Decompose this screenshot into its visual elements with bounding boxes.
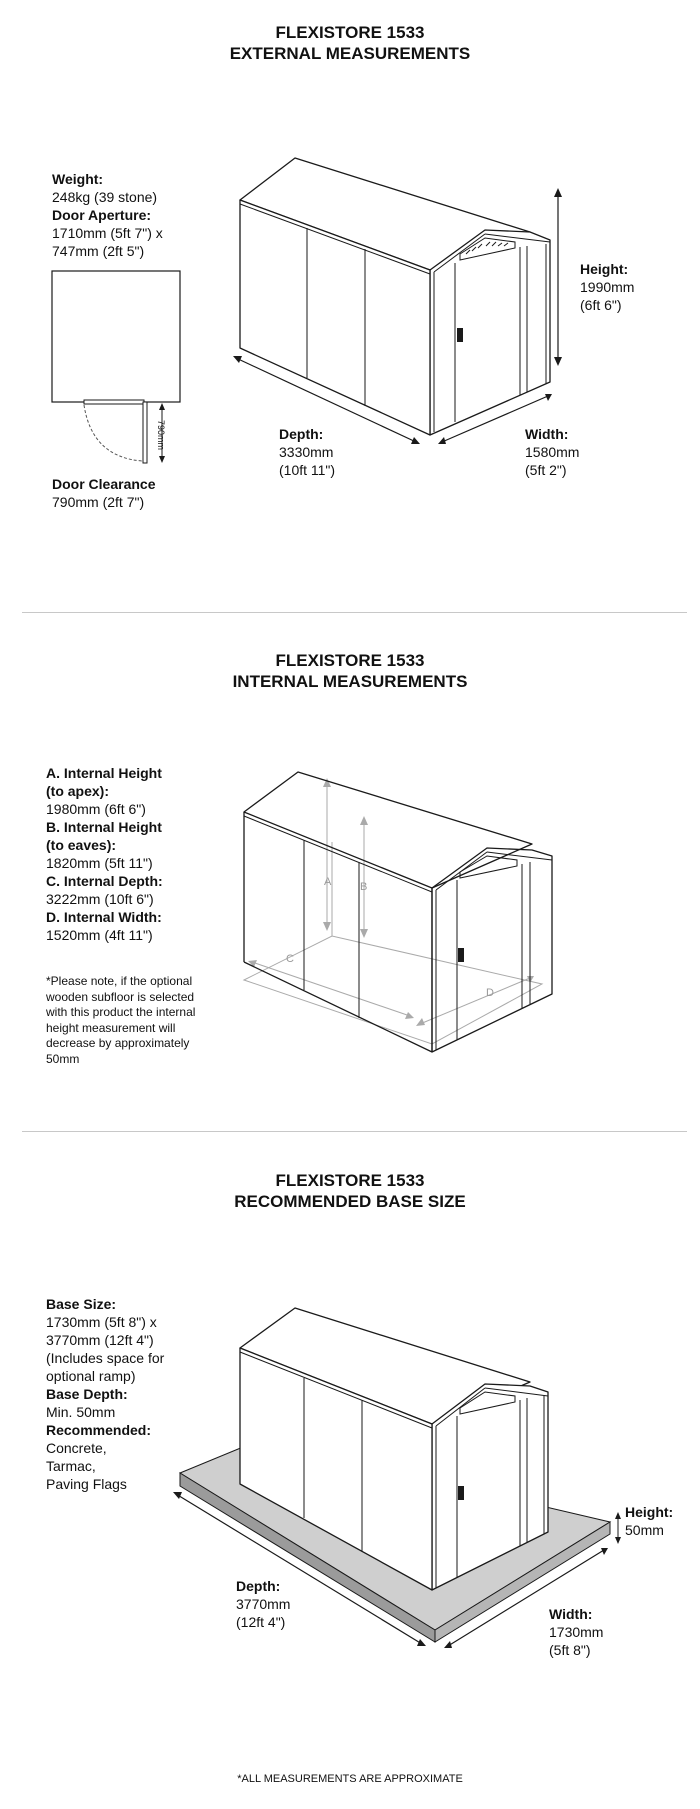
door-clearance-value: 790mm (2ft 7") (52, 494, 145, 510)
marker-a: A (324, 876, 332, 888)
external-title-line2: EXTERNAL MEASUREMENTS (229, 44, 471, 63)
internal-specs (46, 764, 163, 944)
internal-title-line1: FLEXISTORE 1533 (275, 651, 425, 670)
recommended-label: Recommended: (46, 1422, 152, 1438)
section-divider-1 (22, 612, 687, 613)
marker-c: C (286, 953, 294, 965)
internal-d-value: 1520mm (4ft 11") (46, 927, 153, 943)
external-specs (52, 170, 163, 260)
door-aperture-label: Door Aperture: (52, 207, 152, 223)
external-width-line2: (5ft 2") (525, 462, 567, 478)
marker-b: B (360, 881, 368, 893)
external-title-line1: FLEXISTORE 1533 (275, 23, 425, 42)
internal-title (0, 650, 700, 692)
external-width-block (525, 425, 579, 479)
external-depth-label: Depth: (279, 426, 324, 442)
external-height-line1: 1990mm (580, 279, 635, 295)
external-height-block (580, 260, 634, 314)
internal-a-label-2: (to apex): (46, 783, 109, 799)
external-depth-line1: 3330mm (279, 444, 334, 460)
base-height-value: 50mm (625, 1522, 664, 1538)
external-height-label: Height: (580, 261, 629, 277)
weight-label: Weight: (52, 171, 104, 187)
marker-d: D (486, 987, 494, 999)
base-size-label: Base Size: (46, 1296, 117, 1312)
internal-c-label: C. Internal Depth: (46, 873, 163, 889)
base-depth-dim-line1: 3770mm (236, 1596, 291, 1612)
external-width-line1: 1580mm (525, 444, 580, 460)
internal-note (46, 974, 195, 1067)
base-size-line: 3770mm (12ft 4") (46, 1332, 154, 1348)
internal-b-label-2: (to eaves): (46, 837, 117, 853)
door-aperture-line2: 747mm (2ft 5") (52, 243, 145, 259)
internal-title-line2: INTERNAL MEASUREMENTS (232, 672, 468, 691)
internal-shed-drawing (232, 762, 562, 1062)
internal-d-label: D. Internal Width: (46, 909, 162, 925)
external-height-line2: (6ft 6") (580, 297, 622, 313)
external-depth-block (279, 425, 335, 479)
base-height-block (625, 1503, 673, 1539)
base-title-line2: RECOMMENDED BASE SIZE (234, 1192, 466, 1211)
internal-c-value: 3222mm (10ft 6") (46, 891, 154, 907)
footnote: *ALL MEASUREMENTS ARE APPROXIMATE (237, 1773, 463, 1785)
base-depth-label: Base Depth: (46, 1386, 128, 1402)
base-width-line2: (5ft 8") (549, 1642, 591, 1658)
base-width-block (549, 1605, 603, 1659)
external-depth-line2: (10ft 11") (279, 462, 336, 478)
base-depth-dim-label: Depth: (236, 1578, 281, 1594)
external-title (0, 22, 700, 64)
internal-note-line: decrease by approximately (46, 1036, 190, 1050)
recommended-line: Tarmac, (46, 1458, 96, 1474)
base-depth-dim-line2: (12ft 4") (236, 1614, 286, 1630)
internal-a-value: 1980mm (6ft 6") (46, 801, 146, 817)
internal-note-line: with this product the internal (46, 1005, 196, 1019)
door-dim-label: 790mm (156, 420, 166, 451)
section-divider-2 (22, 1131, 687, 1132)
internal-note-line: *Please note, if the optional (46, 974, 193, 988)
weight-value: 248kg (39 stone) (52, 189, 158, 205)
base-width-line1: 1730mm (549, 1624, 604, 1640)
base-size-line: (Includes space for (46, 1350, 165, 1366)
internal-note-line: 50mm (46, 1051, 80, 1066)
door-clearance-label: Door Clearance (52, 476, 156, 492)
recommended-line: Paving Flags (46, 1476, 127, 1492)
base-height-label: Height: (625, 1504, 674, 1520)
internal-b-label-1: B. Internal Height (46, 819, 162, 835)
internal-a-label-1: A. Internal Height (46, 765, 162, 781)
base-width-label: Width: (549, 1606, 593, 1622)
base-depth-value: Min. 50mm (46, 1404, 116, 1420)
internal-note-line: height measurement will (46, 1020, 176, 1035)
internal-note-line: wooden subfloor is selected (46, 989, 195, 1004)
door-clearance-block (52, 475, 155, 511)
base-size-line: optional ramp) (46, 1368, 136, 1384)
base-depth-block (236, 1577, 290, 1631)
door-aperture-line1: 1710mm (5ft 7") x (52, 225, 163, 241)
base-title (0, 1170, 700, 1212)
external-shed-drawing (230, 150, 570, 460)
recommended-line: Concrete, (46, 1440, 107, 1456)
external-width-label: Width: (525, 426, 569, 442)
base-specs (46, 1295, 164, 1493)
internal-b-value: 1820mm (5ft 11") (46, 855, 153, 871)
base-size-line: 1730mm (5ft 8") x (46, 1314, 157, 1330)
base-title-line1: FLEXISTORE 1533 (275, 1171, 425, 1190)
